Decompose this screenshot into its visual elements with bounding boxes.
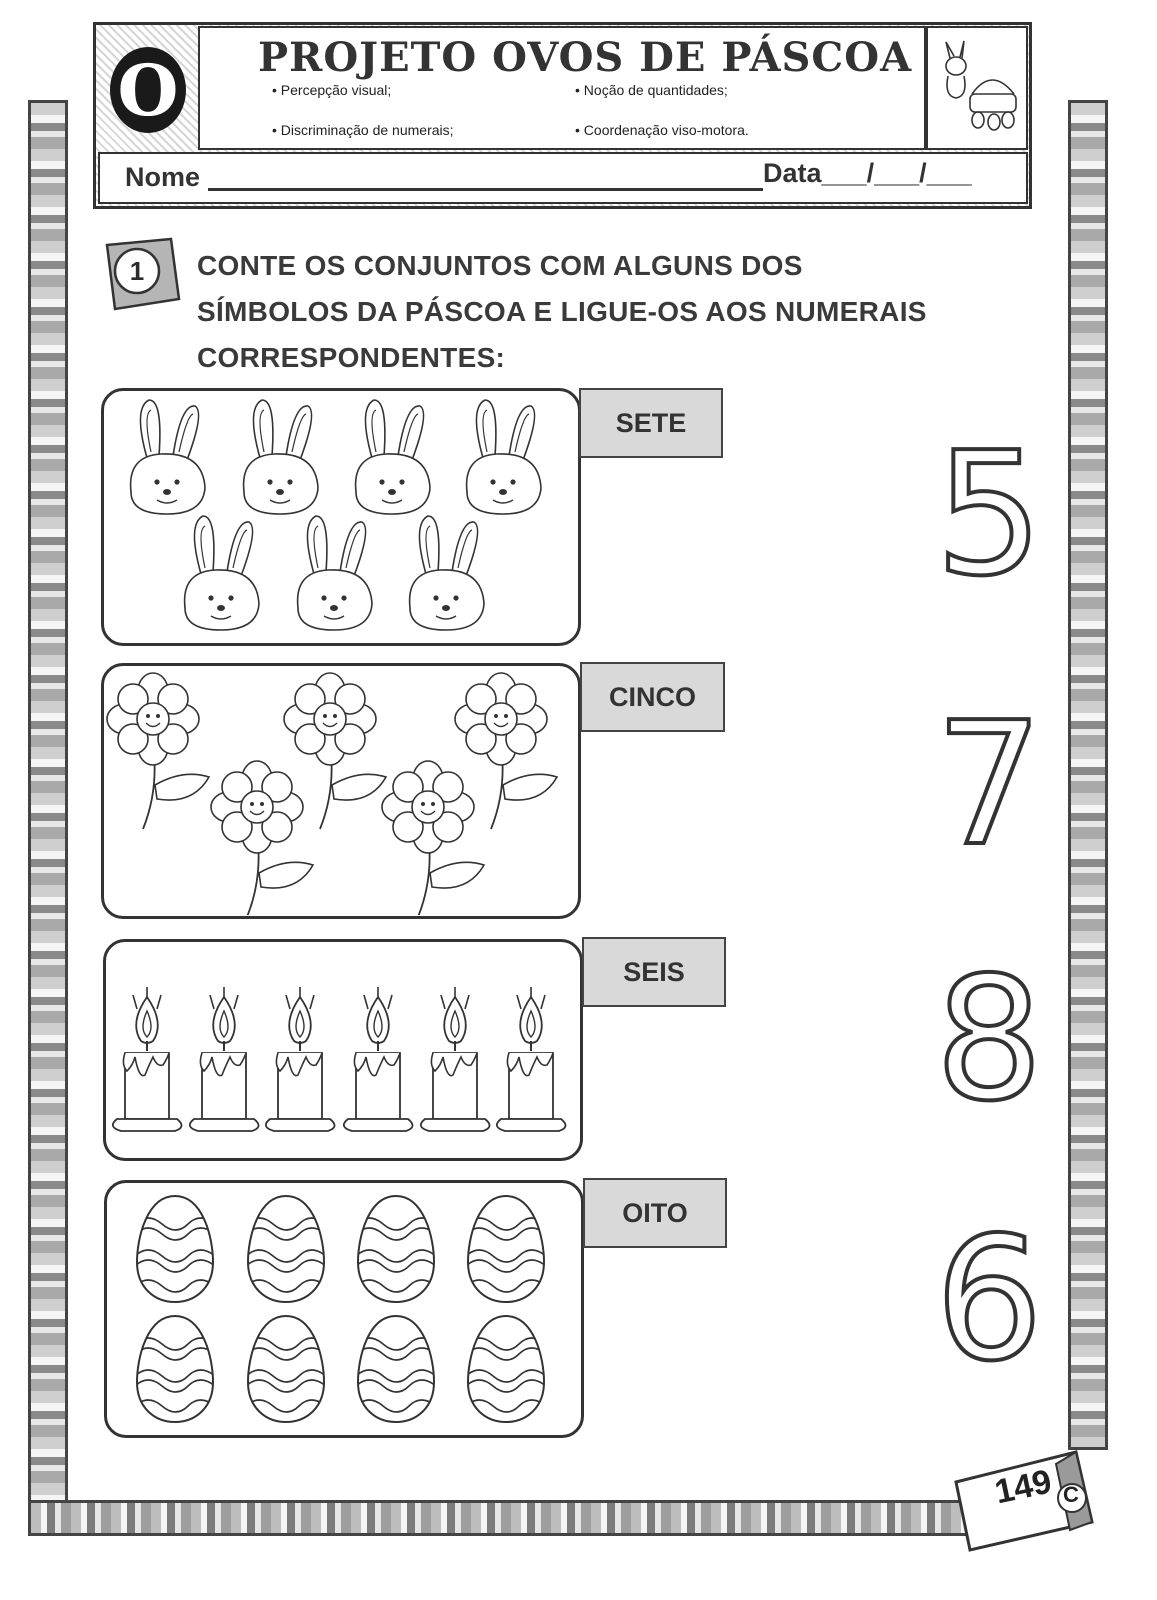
skill-item: • Percepção visual; [272, 82, 392, 98]
question-text-line: CORRESPONDENTES: [197, 342, 506, 373]
number-word-tag: OITO [583, 1178, 727, 1248]
number-word-tag: CINCO [580, 662, 725, 732]
bunny-basket-icon [932, 36, 1022, 136]
name-label: Nome [125, 162, 201, 192]
frame-bottom [28, 1500, 968, 1536]
question-number: 1 [129, 256, 145, 286]
easter-egg-group [108, 1184, 578, 1434]
question-text-line: SÍMBOLOS DA PÁSCOA E LIGUE-OS AOS NUMERAIS [197, 296, 927, 327]
numeral-option[interactable]: 7 [935, 686, 1044, 884]
skill-item: • Discriminação de numerais; [272, 122, 454, 138]
candle-group [107, 943, 577, 1157]
frame-right [1068, 100, 1108, 1450]
page-title: PROJETO OVOS DE PÁSCOA [258, 34, 913, 81]
skill-item: • Coordenação viso-motora. [575, 122, 749, 138]
page-number: 149 [991, 1462, 1055, 1512]
skill-item: • Noção de quantidades; [575, 82, 728, 98]
name-field[interactable] [208, 188, 763, 191]
bunny-group [105, 392, 575, 642]
date-field[interactable]: Data___/___/___ [763, 158, 972, 188]
question-text-line: CONTE OS CONJUNTOS COM ALGUNS DOS [197, 250, 803, 281]
page-letter: C [1063, 1482, 1079, 1507]
project-letter: O [110, 47, 186, 133]
numeral-option[interactable]: 5 [935, 416, 1044, 614]
frame-left [28, 100, 68, 1532]
number-word-tag: SEIS [582, 937, 726, 1007]
numeral-option[interactable]: 6 [935, 1201, 1044, 1399]
flower-group [105, 667, 575, 915]
number-word-tag: SETE [579, 388, 723, 458]
numeral-option[interactable]: 8 [935, 941, 1044, 1139]
